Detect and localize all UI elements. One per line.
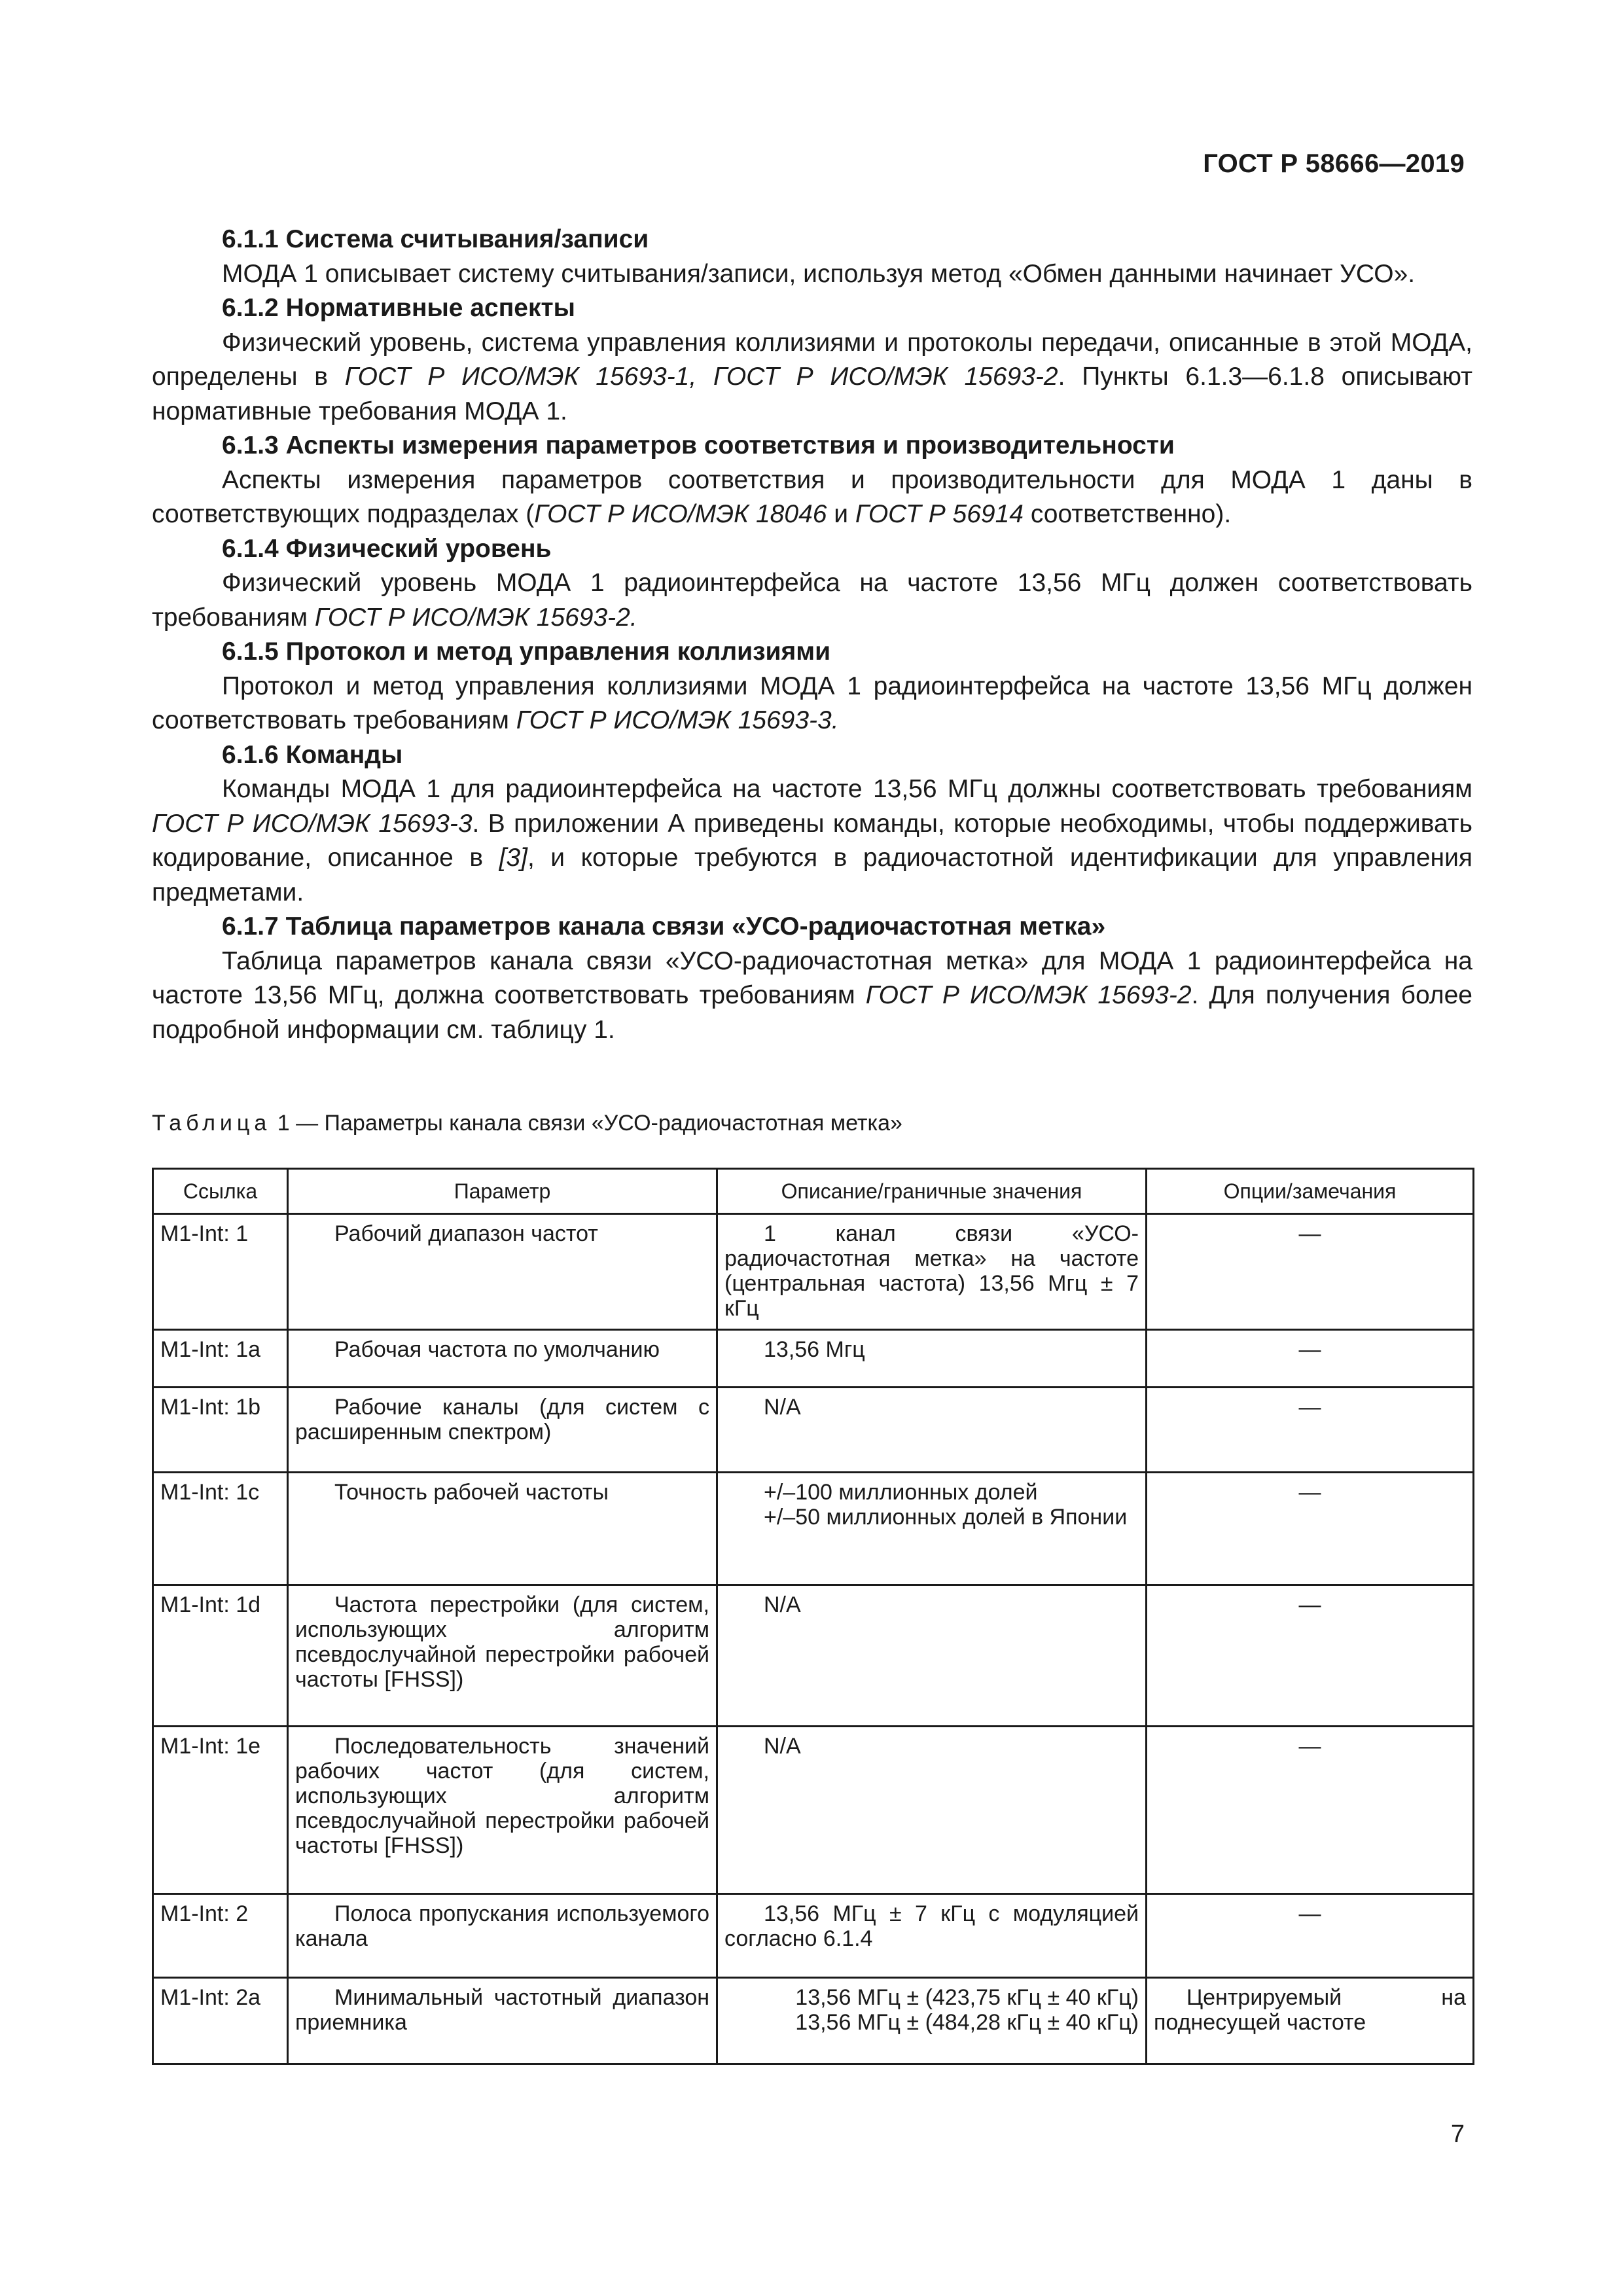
cell-opt: Центрируемый на поднесущей частоте <box>1147 1978 1474 2064</box>
section-body-6-1-2 <box>152 326 1472 429</box>
desc-line: 13,56 МГц ± 7 кГц с модуляцией согласно 6.1.4 <box>724 1901 1139 1951</box>
cell-opt: — <box>1147 1727 1474 1894</box>
section-heading-6-1-2: 6.1.2 Нормативные аспекты <box>222 294 575 322</box>
desc-line: 13,56 Мгц <box>764 1337 865 1362</box>
main-text <box>152 223 1472 1047</box>
text-span: . Пункты 6.1.3—6.1.8 описывают нормативные требования МОДА 1. <box>152 363 1473 425</box>
desc-line: 13,56 МГц ± (484,28 кГц ± 40 кГц) <box>795 2010 1139 2035</box>
section-body-6-1-1: МОДА 1 описывает систему считывания/записи, используя метод «Обмен данными начинает УСО». <box>222 259 1416 288</box>
desc-line: +/–100 миллионных долей <box>764 1480 1038 1505</box>
cell-param: Минимальный частотный диапазон приемника <box>288 1978 717 2064</box>
table-row <box>153 1727 1474 1894</box>
table-row <box>153 1214 1474 1330</box>
parameters-table <box>152 1168 1474 2065</box>
section-heading-6-1-3: 6.1.3 Аспекты измерения параметров соответствия и производительности <box>222 431 1175 459</box>
desc-line: N/A <box>764 1734 801 1759</box>
section-body-6-1-4 <box>152 566 1472 635</box>
cell-ref: M1-Int: 1a <box>153 1330 288 1388</box>
section-heading-6-1-5: 6.1.5 Протокол и метод управления коллизиями <box>222 637 831 666</box>
cell-opt: — <box>1147 1585 1474 1727</box>
section-heading-6-1-7: 6.1.7 Таблица параметров канала связи «УСО-радиочастотная метка» <box>222 912 1106 941</box>
cell-ref: M1-Int: 1e <box>153 1727 288 1894</box>
section-body-6-1-5 <box>152 670 1472 738</box>
cell-desc <box>717 1727 1147 1894</box>
cell-desc <box>717 1978 1147 2064</box>
desc-line: +/–50 миллионных долей в Японии <box>764 1505 1128 1530</box>
document-header: ГОСТ Р 58666—2019 <box>1203 149 1465 178</box>
table-row <box>153 1330 1474 1388</box>
cell-param: Рабочий диапазон частот <box>288 1214 717 1330</box>
cell-ref: M1-Int: 1b <box>153 1388 288 1473</box>
text-span: Аспекты измерения параметров соответствия и производительности для МОДА 1 даны в соответствующих подразделах ( <box>152 465 1472 528</box>
cell-ref: M1-Int: 1 <box>153 1214 288 1330</box>
cell-opt: — <box>1147 1330 1474 1388</box>
cell-param: Частота перестройки (для систем, использующих алгоритм псевдослучайной перестройки рабочей частоты [FHSS]) <box>288 1585 717 1727</box>
table-row <box>153 1388 1474 1473</box>
table-row <box>153 1894 1474 1978</box>
cell-opt: — <box>1147 1473 1474 1585</box>
cell-param: Последовательность значений рабочих частот (для систем, использующих алгоритм псевдослучайной перестройки рабочей частоты [FHSS]) <box>288 1727 717 1894</box>
cell-desc <box>717 1214 1147 1330</box>
text-span: . Для получения более подробной информации см. таблицу 1. <box>152 981 1472 1044</box>
standard-reference: ГОСТ Р ИСО/МЭК 15693-3. <box>516 706 839 734</box>
cell-param: Рабочая частота по умолчанию <box>288 1330 717 1388</box>
desc-line: N/A <box>764 1592 801 1617</box>
cell-ref: M1-Int: 2a <box>153 1978 288 2064</box>
section-heading-6-1-4: 6.1.4 Физический уровень <box>222 534 552 563</box>
section-body-6-1-3 <box>152 463 1472 532</box>
column-header-param: Параметр <box>288 1169 717 1214</box>
desc-line: 13,56 МГц ± (423,75 кГц ± 40 кГц) <box>795 1985 1139 2010</box>
cell-param: Полоса пропускания используемого канала <box>288 1894 717 1978</box>
standard-reference: ГОСТ Р ИСО/МЭК 15693-3 <box>152 809 473 838</box>
standard-reference: ГОСТ Р ИСО/МЭК 15693-2. <box>314 603 637 632</box>
table-row <box>153 1473 1474 1585</box>
desc-line: 1 канал связи «УСО-радиочастотная метка» на частоте (центральная частота) 13,56 Мгц ± 7 кГц <box>724 1221 1139 1321</box>
text-span: Физический уровень, система управления коллизиями и протоколы передачи, описанные в этой МОДА, определены в <box>152 328 1472 391</box>
text-span: соответственно). <box>1024 500 1232 528</box>
cell-param: Рабочие каналы (для систем с расширенным спектром) <box>288 1388 717 1473</box>
cell-ref: M1-Int: 2 <box>153 1894 288 1978</box>
table-row <box>153 1585 1474 1727</box>
section-body-6-1-7 <box>152 944 1472 1048</box>
text-span: Команды МОДА 1 для радиоинтерфейса на частоте 13,56 МГц должны соответствовать требованиям <box>222 775 1472 803</box>
cell-opt: — <box>1147 1214 1474 1330</box>
text-span: , и которые требуются в радиочастотной идентификации для управления предметами. <box>152 844 1472 906</box>
section-body-6-1-6 <box>152 772 1472 910</box>
cell-ref: M1-Int: 1d <box>153 1585 288 1727</box>
table-row <box>153 1978 1474 2064</box>
text-span: Протокол и метод управления коллизиями МОДА 1 радиоинтерфейса на частоте 13,56 МГц должен соответствовать требованиям <box>152 672 1472 734</box>
section-heading-6-1-6: 6.1.6 Команды <box>222 740 403 769</box>
bibliography-reference: [3] <box>499 844 527 872</box>
standard-reference: ГОСТ Р 56914 <box>855 500 1024 528</box>
desc-line: N/A <box>764 1395 801 1420</box>
text-span: Физический уровень МОДА 1 радиоинтерфейса на частоте 13,56 МГц должен соответствовать требованиям <box>152 569 1472 632</box>
cell-param: Точность рабочей частоты <box>288 1473 717 1585</box>
column-header-opt: Опции/замечания <box>1147 1169 1474 1214</box>
cell-opt: — <box>1147 1388 1474 1473</box>
page-number: 7 <box>1450 2121 1465 2148</box>
text-span: Таблица параметров канала связи «УСО-радиочастотная метка» для МОДА 1 радиоинтерфейса на частоте 13,56 МГц, должна соответствовать требованиям <box>152 946 1472 1009</box>
cell-opt: — <box>1147 1894 1474 1978</box>
standard-reference: ГОСТ Р ИСО/МЭК 18046 <box>534 500 827 528</box>
column-header-desc: Описание/граничные значения <box>717 1169 1147 1214</box>
table-caption-label: Таблица <box>152 1111 272 1136</box>
table-caption <box>152 1109 902 1138</box>
standard-reference: ГОСТ Р ИСО/МЭК 15693-1, ГОСТ Р ИСО/МЭК 15693-2 <box>344 363 1058 391</box>
cell-desc <box>717 1473 1147 1585</box>
text-span: и <box>827 500 855 528</box>
table-caption-text: 1 — Параметры канала связи «УСО-радиочастотная метка» <box>271 1111 902 1136</box>
table-header-row <box>153 1169 1474 1214</box>
standard-reference: ГОСТ Р ИСО/МЭК 15693-2 <box>865 981 1192 1009</box>
cell-desc <box>717 1894 1147 1978</box>
text-span: . В приложении А приведены команды, которые необходимы, чтобы поддерживать кодирование, описанное в <box>152 809 1472 872</box>
cell-desc <box>717 1388 1147 1473</box>
cell-desc <box>717 1330 1147 1388</box>
cell-ref: M1-Int: 1c <box>153 1473 288 1585</box>
cell-desc <box>717 1585 1147 1727</box>
column-header-ref: Ссылка <box>153 1169 288 1214</box>
section-heading-6-1-1: 6.1.1 Система считывания/записи <box>222 225 649 253</box>
